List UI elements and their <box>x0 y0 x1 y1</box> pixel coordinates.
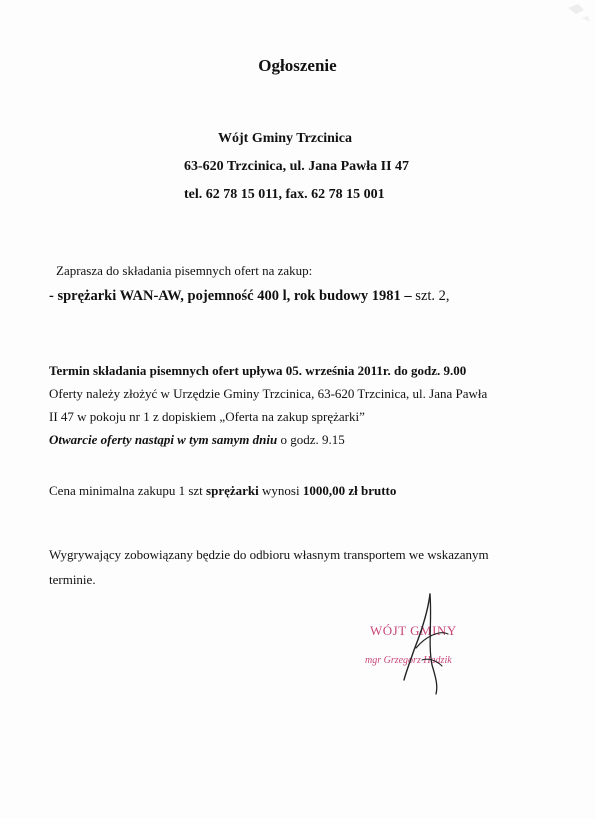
price-part-1: Cena minimalna zakupu 1 szt <box>49 483 207 498</box>
opening-info-emphasis: Otwarcie oferty nastąpi w tym samym dniu <box>49 432 278 447</box>
price-amount: 1000,00 zł brutto <box>302 483 397 498</box>
offer-item-quantity: szt. 2, <box>411 288 450 304</box>
official-stamp-title: WÓJT GMINY <box>370 623 457 638</box>
offer-submission-line-2: II 47 w pokoju nr 1 z dopiskiem „Oferta na zakup sprężarki” <box>49 409 365 424</box>
opening-info <box>49 432 345 448</box>
document-title: Ogłoszenie <box>258 56 337 75</box>
price-part-2: sprężarki <box>206 483 259 498</box>
official-stamp-name: mgr Grzegorz Hadzik <box>365 655 452 666</box>
intro-text: Zaprasza do składania pisemnych ofert na zakup: <box>56 263 313 278</box>
minimum-price <box>49 483 396 499</box>
issuer-name: Wójt Gminy Trzcinica <box>218 131 353 146</box>
price-part-3: wynosi <box>258 483 303 498</box>
winner-obligation-line-2: terminie. <box>49 572 96 587</box>
deadline-text: Termin składania pisemnych ofert upływa 05. września 2011r. do godz. 9.00 <box>49 363 467 378</box>
handwritten-signature <box>392 590 462 700</box>
issuer-address: 63-620 Trzcinica, ul. Jana Pawła II 47 <box>184 159 410 174</box>
scan-artifact-icon <box>548 0 595 40</box>
winner-obligation-line-1: Wygrywający zobowiązany będzie do odbioru własnym transportem we wskazanym <box>49 547 489 562</box>
offer-submission-line-1: Oferty należy złożyć w Urzędzie Gminy Trzcinica, 63-620 Trzcinica, ul. Jana Pawła <box>49 386 488 401</box>
offer-item-description: - sprężarki WAN-AW, pojemność 400 l, rok budowy 1981 – <box>49 288 412 304</box>
opening-info-time: o godz. 9.15 <box>277 432 345 447</box>
issuer-contact: tel. 62 78 15 011, fax. 62 78 15 001 <box>184 187 385 202</box>
offer-item <box>49 288 450 305</box>
